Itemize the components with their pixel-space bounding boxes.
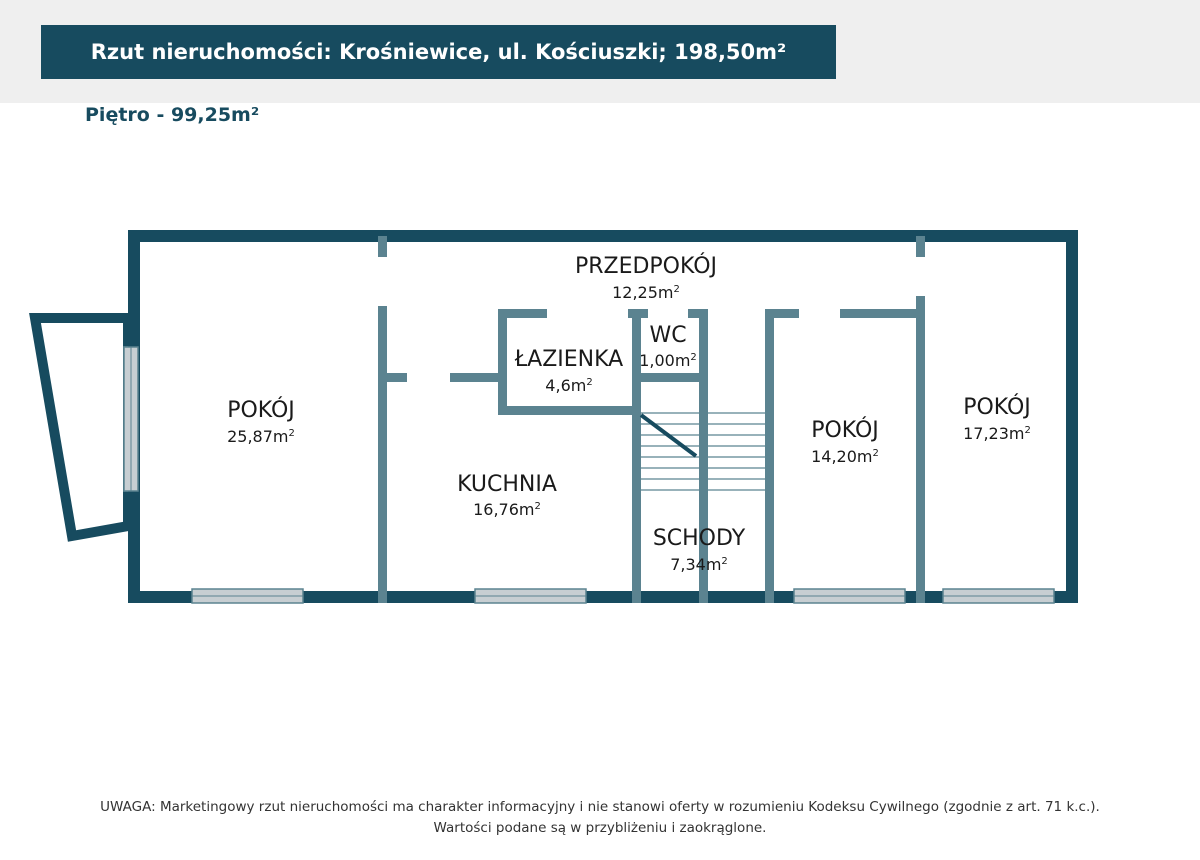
room-name-przedpokoj: PRZEDPOKÓJ: [574, 254, 718, 279]
room-area-kuchnia: $16,76m^2$: [473, 500, 541, 519]
balcony-outline: [35, 318, 128, 536]
room-name-pokoj-left: POKÓJ: [227, 398, 295, 423]
disclaimer-line-1: UWAGA: Marketingowy rzut nieruchomości ma charakter informacyjny i nie stanowi oferty w rozumieniu Kodeksu Cywilnego (zgodnie z art. 71 k.c.).: [100, 799, 1100, 815]
room-name-lazienka: ŁAZIENKA: [514, 347, 624, 372]
room-name-pokoj-right: POKÓJ: [963, 395, 1031, 420]
room-area-przedpokoj: $12,25m^2$: [612, 283, 680, 302]
room-area-pokoj-right: $17,23m^2$: [963, 424, 1031, 443]
disclaimer-line-2: Wartości podane są w przybliżeniu i zaokrąglone.: [433, 820, 767, 836]
room-area-lazienka: $4,6m^2$: [545, 376, 593, 395]
room-name-kuchnia: KUCHNIA: [457, 472, 557, 497]
room-name-wc: WC: [649, 323, 687, 348]
disclaimer: [0, 797, 1200, 839]
page-title: Rzut nieruchomości: Krośniewice, ul. Kościuszki; 198,50m²: [90, 40, 787, 64]
room-area-schody: $7,34m^2$: [670, 555, 728, 574]
room-name-schody: SCHODY: [652, 526, 746, 551]
room-area-wc: $1,00m^2$: [639, 351, 697, 370]
room-name-pokoj-mid: POKÓJ: [811, 418, 879, 443]
room-area-pokoj-mid: $14,20m^2$: [811, 447, 879, 466]
floor-subtitle: Piętro - 99,25m²: [85, 104, 260, 126]
room-area-pokoj-left: $25,87m^2$: [227, 427, 295, 446]
